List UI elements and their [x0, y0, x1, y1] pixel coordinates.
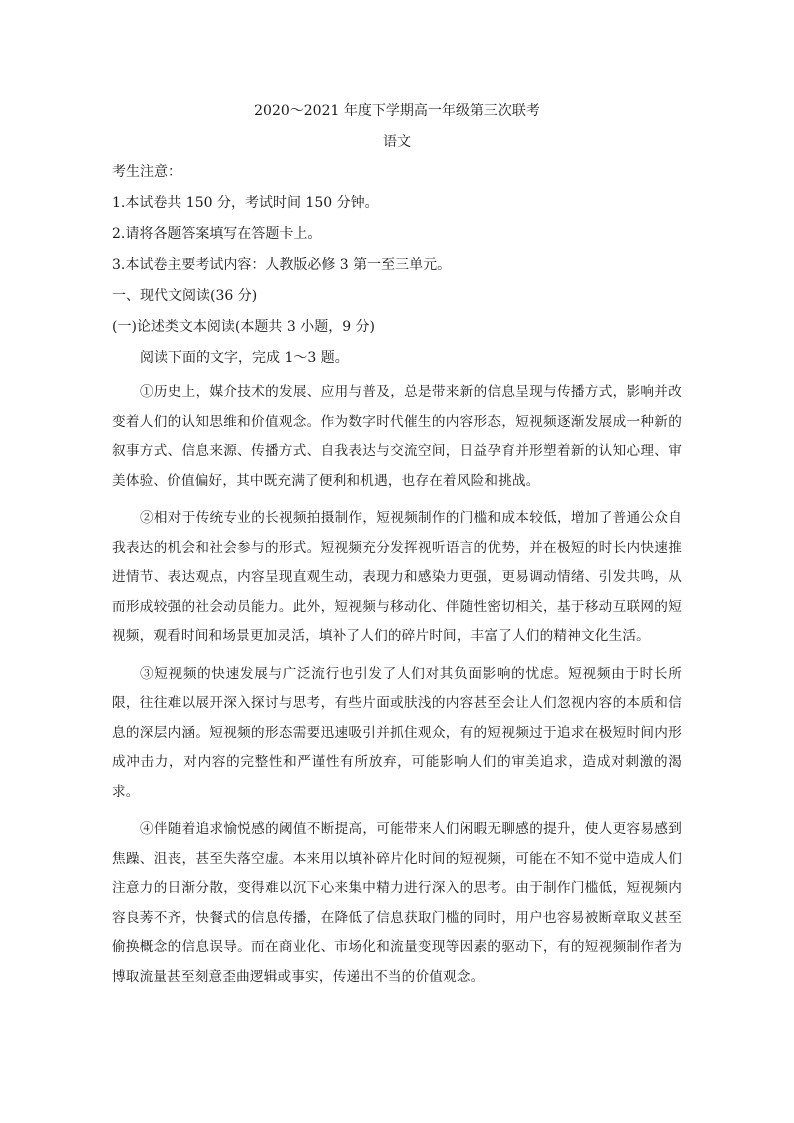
notes-heading: 考生注意：: [112, 164, 182, 180]
passage-paragraph: ②相对于传统专业的长视频拍摄制作，短视频制作的门槛和成本较低，增加了普通公众自我表达的机会和社会参与的形式。短视频充分发挥视听语言的优势，并在极短的时长内快速推进情节、表达观点，内容呈现直观生动，表现力和感染力更强，更易调动情绪、引发共鸣，从而形成较强的社会动员能力。此外，短视频与移动化、伴随性密切相关，基于移动互联网的短视频，观看时间和场景更加灵活，填补了人们的碎片时间，丰富了人们的精神文化生活。: [112, 510, 682, 644]
note-item: 2.请将各题答案填写在答题卡上。: [112, 226, 322, 242]
subsection-title: (一)论述类文本阅读(本题共 3 小题，9 分): [112, 319, 376, 335]
exam-title: 2020～2021 年度下学期高一年级第三次联考: [254, 103, 540, 119]
note-item: 1.本试卷共 150 分，考试时间 150 分钟。: [112, 195, 379, 211]
note-item: 3.本试卷主要考试内容：人教版必修 3 第一至三单元。: [112, 257, 452, 273]
passage-paragraph: ④伴随着追求愉悦感的阈值不断提高，可能带来人们闲暇无聊感的提升，使人更容易感到焦躁、沮丧，甚至失落空虚。本来用以填补碎片化时间的短视频，可能在不知不觉中造成人们注意力的日渐分散，变得难以沉下心来集中精力进行深入的思考。由于制作门槛低，短视频内容良莠不齐，快餐式的信息传播，在降低了信息获取门槛的同时，用户也容易被断章取义甚至偷换概念的信息误导。而在商业化、市场化和流量变现等因素的驱动下，有的短视频制作者为博取流量甚至刻意歪曲逻辑或事实，传递出不当的价值观念。: [112, 821, 682, 985]
section-title: 一、现代文阅读(36 分): [112, 288, 258, 304]
passage-paragraph: ①历史上，媒介技术的发展、应用与普及，总是带来新的信息呈现与传播方式，影响并改变着人们的认知思维和价值观念。作为数字时代催生的内容形态，短视频逐渐发展成一种新的叙事方式、信息来源、传播方式、自我表达与交流空间，日益孕育并形塑着新的认知心理、审美体验、价值偏好，其中既充满了便利和机遇，也存在着风险和挑战。: [112, 384, 682, 489]
reading-instruction: 阅读下面的文字，完成 1～3 题。: [140, 350, 349, 366]
passage-paragraph: ③短视频的快速发展与广泛流行也引发了人们对其负面影响的忧虑。短视频由于时长所限，往往难以展开深入探讨与思考，有些片面或肤浅的内容甚至会让人们忽视内容的本质和信息的深层内涵。短视频的形态需要迅速吸引并抓住观众，有的短视频过于追求在极短时间内形成冲击力，对内容的完整性和严谨性有所放弃，可能影响人们的审美追求，造成对刺激的渴求。: [112, 665, 682, 800]
exam-subject: 语文: [383, 134, 411, 150]
